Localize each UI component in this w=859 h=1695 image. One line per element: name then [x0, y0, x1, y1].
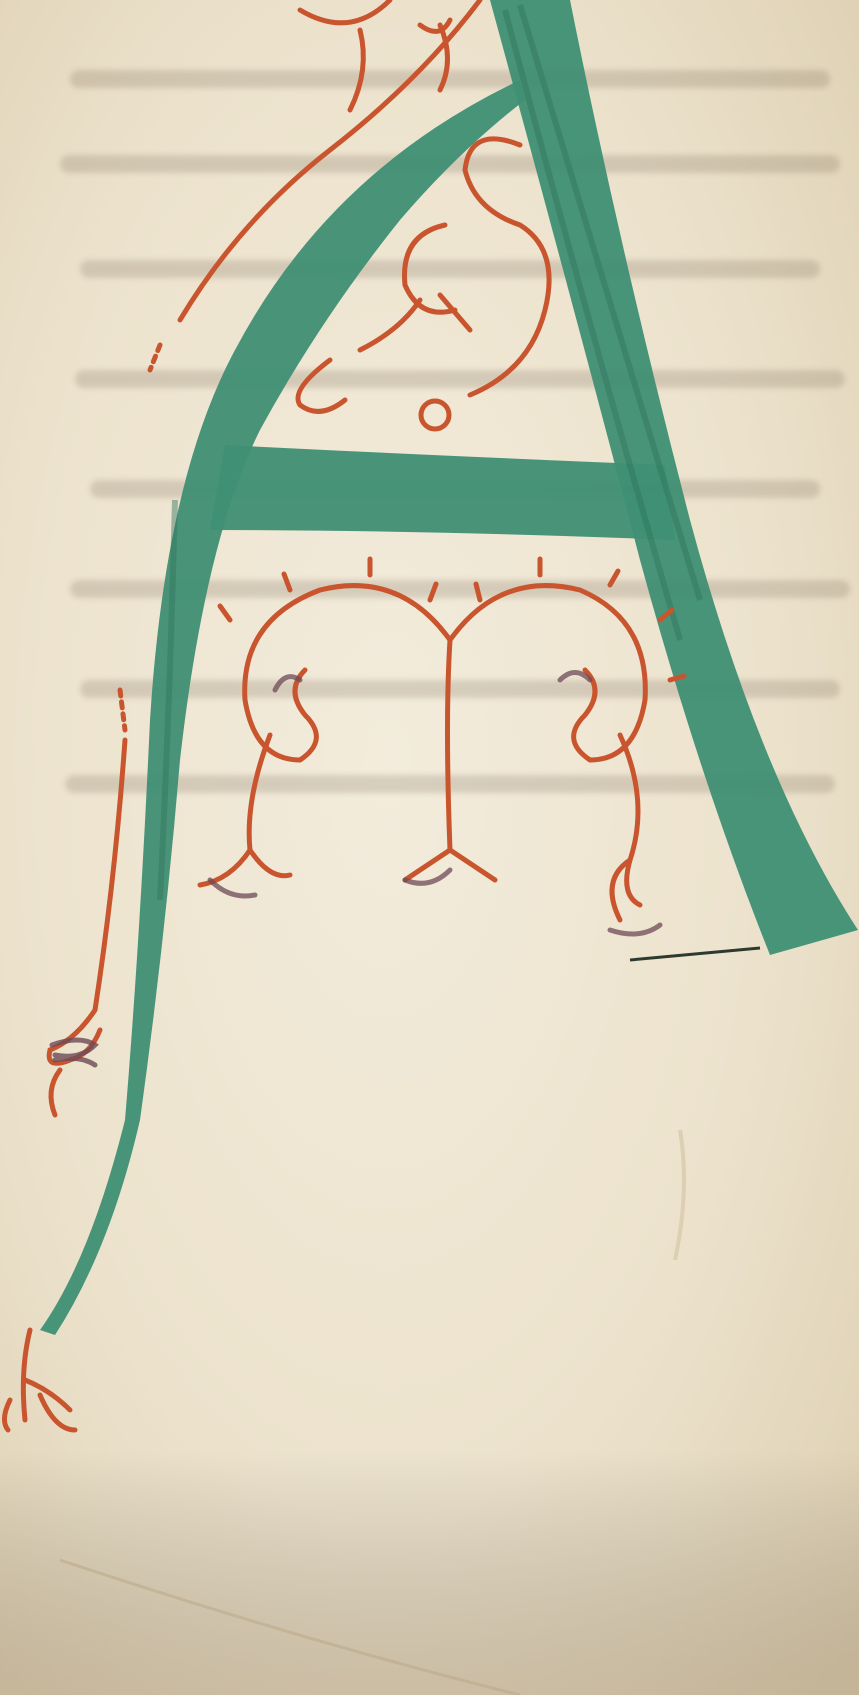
- penwork-lower-m: [200, 559, 684, 920]
- a-left-stroke: [40, 80, 525, 1335]
- penwork-lower-m-shadow: [210, 673, 660, 935]
- a-foot-hairline: [630, 948, 760, 960]
- a-crossbar: [210, 445, 675, 540]
